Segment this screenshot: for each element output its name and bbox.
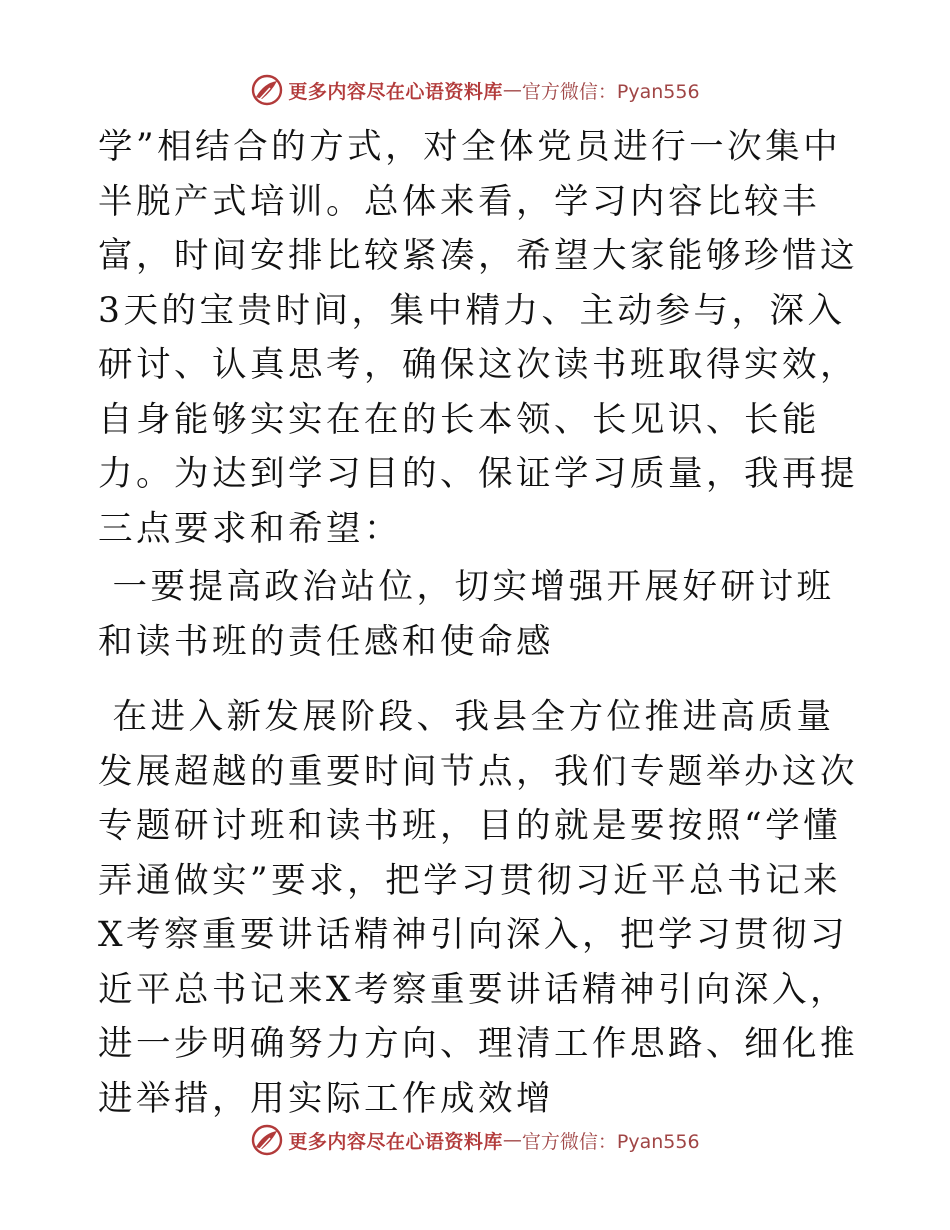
pen-nib-logo-icon [250,1123,284,1157]
watermark-site-text: 更多内容尽在心语资料库 [288,80,503,103]
body-paragraph: 学”相结合的方式，对全体党员进行一次集中半脱产式培训。总体来看，学习内容比较丰富，时间安排比较紧凑，希望大家能够珍惜这3天的宝贵时间，集中精力、主动参与，深入研讨、认真思考，确保这次读书班取得实效，自身能够实实在在的长本领、长见识、长能力。为达到学习目的、保证学习质量，我再提三点要求和希望： [98,127,858,549]
watermark-site-text: 更多内容尽在心语资料库 [288,1130,503,1153]
watermark-wechat-text: 官方微信：Pyan556 [521,80,700,103]
header-watermark-banner [0,70,950,110]
watermark-wechat-text: 官方微信：Pyan556 [521,1130,700,1153]
watermark-dash: — [502,79,522,101]
body-paragraph: 在进入新发展阶段、我县全方位推进高质量发展超越的重要时间节点，我们专题举办这次专题研讨班和读书班，目的就是要按照“学懂弄通做实”要求，把学习贯彻习近平总书记来X考察重要讲话精神引向深入，把学习贯彻习近平总书记来X考察重要讲话精神引向深入，进一步明确努力方向、理清工作思路、细化推进举措，用实际工作成效增 [98,697,858,1119]
pen-nib-logo-icon [250,73,284,107]
document-body [98,120,858,1126]
footer-watermark-banner [0,1120,950,1160]
section-heading: 一要提高政治站位，切实增强开展好研讨班和读书班的责任感和使命感 [98,567,835,662]
watermark-dash: — [502,1129,522,1151]
